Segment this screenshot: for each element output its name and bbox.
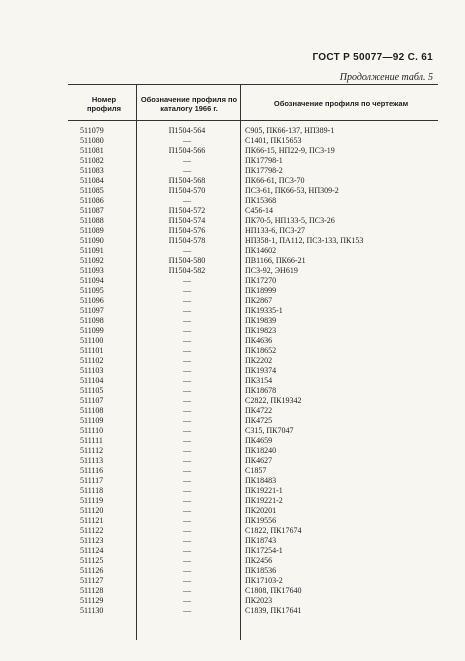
profile-number-cell: 511113: [80, 456, 104, 465]
table-row: [68, 346, 438, 356]
profile-number-cell: 511098: [80, 316, 104, 325]
table-row: [68, 266, 438, 276]
table-row: [68, 246, 438, 256]
catalog-designation-cell: П1504-576: [168, 226, 206, 235]
catalog-designation-cell: —: [183, 436, 191, 445]
catalog-designation-cell: —: [183, 506, 191, 515]
catalog-designation-cell: —: [183, 426, 191, 435]
drawing-designation-cell: ПК18999: [245, 286, 277, 295]
profile-number-cell: 511092: [80, 256, 104, 265]
profile-number-cell: 511088: [80, 216, 104, 225]
catalog-designation-cell: П1504-578: [168, 236, 206, 245]
table-row: [68, 436, 438, 446]
catalog-designation-cell: —: [183, 526, 191, 535]
profile-number-cell: 511083: [80, 166, 104, 175]
catalog-designation-cell: П1504-566: [168, 146, 206, 155]
profile-number-cell: 511102: [80, 356, 104, 365]
table-row: [68, 566, 438, 576]
profile-number-cell: 511126: [80, 566, 104, 575]
table-row: [68, 536, 438, 546]
table-top-rule: [68, 84, 438, 85]
drawing-designation-cell: ПК19374: [245, 366, 277, 375]
drawing-designation-cell: ПК4636: [245, 336, 273, 345]
profile-number-cell: 511129: [80, 596, 104, 605]
catalog-designation-cell: —: [183, 166, 191, 175]
drawing-designation-cell: С1401, ПК15653: [245, 136, 302, 145]
table-row: [68, 326, 438, 336]
table-row: [68, 236, 438, 246]
drawing-designation-cell: ПК17103-2: [245, 576, 283, 585]
drawing-designation-cell: ПС3-92, ЭН619: [245, 266, 298, 275]
drawing-designation-cell: ПС3-61, ПК66-53, НП309-2: [245, 186, 339, 195]
catalog-designation-cell: —: [183, 486, 191, 495]
drawing-designation-cell: ПК17798-2: [245, 166, 283, 175]
profile-number-cell: 511096: [80, 296, 104, 305]
drawing-designation-cell: ПВ1166, ПК66-21: [245, 256, 306, 265]
catalog-designation-cell: —: [183, 316, 191, 325]
table-row: [68, 416, 438, 426]
drawing-designation-cell: ПК19839: [245, 316, 277, 325]
profile-number-cell: 511090: [80, 236, 104, 245]
catalog-designation-cell: —: [183, 276, 191, 285]
profile-number-cell: 511109: [80, 416, 104, 425]
catalog-designation-cell: —: [183, 396, 191, 405]
table-row: [68, 556, 438, 566]
profile-number-cell: 511119: [80, 496, 104, 505]
table-row: [68, 486, 438, 496]
table-header-rule: [68, 120, 438, 121]
profile-number-cell: 511080: [80, 136, 104, 145]
catalog-designation-cell: —: [183, 136, 191, 145]
drawing-designation-cell: ПК66-61, ПС3-70: [245, 176, 305, 185]
profile-number-cell: 511118: [80, 486, 104, 495]
profile-number-cell: 511093: [80, 266, 104, 275]
drawing-designation-cell: ПК3154: [245, 376, 273, 385]
table-row: [68, 456, 438, 466]
drawing-designation-cell: ПК17254-1: [245, 546, 283, 555]
table-row: [68, 126, 438, 136]
drawing-designation-cell: ПК4627: [245, 456, 273, 465]
catalog-designation-cell: —: [183, 326, 191, 335]
profile-number-cell: 511123: [80, 536, 104, 545]
profile-number-cell: 511121: [80, 516, 104, 525]
profile-number-cell: 511108: [80, 406, 104, 415]
table-row: [68, 576, 438, 586]
profile-number-cell: 511085: [80, 186, 104, 195]
table-row: [68, 226, 438, 236]
catalog-designation-cell: П1504-572: [168, 206, 206, 215]
table-body: [68, 126, 438, 616]
profile-number-cell: 511122: [80, 526, 104, 535]
catalog-designation-cell: —: [183, 386, 191, 395]
table-row: [68, 476, 438, 486]
catalog-designation-cell: —: [183, 346, 191, 355]
drawing-designation-cell: С456-14: [245, 206, 273, 215]
table-row: [68, 376, 438, 386]
catalog-designation-cell: —: [183, 536, 191, 545]
table-row: [68, 166, 438, 176]
catalog-designation-cell: П1504-574: [168, 216, 206, 225]
catalog-designation-cell: —: [183, 566, 191, 575]
table-row: [68, 276, 438, 286]
header-drawing-designation: Обозначение профиля по чертежам: [273, 99, 409, 108]
catalog-designation-cell: —: [183, 336, 191, 345]
table-row: [68, 296, 438, 306]
drawing-designation-cell: С2822, ПК19342: [245, 396, 302, 405]
page-header: ГОСТ Р 50077—92 С. 61: [312, 52, 433, 63]
profile-number-cell: 511112: [80, 446, 104, 455]
drawing-designation-cell: ПК2202: [245, 356, 273, 365]
drawing-designation-cell: ПК19556: [245, 516, 277, 525]
table-row: [68, 156, 438, 166]
drawing-designation-cell: С905, ПК66-137, НП389-1: [245, 126, 335, 135]
profile-number-cell: 511103: [80, 366, 104, 375]
profile-number-cell: 511130: [80, 606, 104, 615]
table-row: [68, 146, 438, 156]
profile-number-cell: 511094: [80, 276, 104, 285]
catalog-designation-cell: —: [183, 476, 191, 485]
table-row: [68, 186, 438, 196]
drawing-designation-cell: ПК2023: [245, 596, 273, 605]
table-row: [68, 526, 438, 536]
drawing-designation-cell: ПК19221-2: [245, 496, 283, 505]
table-row: [68, 496, 438, 506]
drawing-designation-cell: ПК17798-1: [245, 156, 283, 165]
table-row: [68, 596, 438, 606]
table-row: [68, 586, 438, 596]
table-row: [68, 386, 438, 396]
catalog-designation-cell: —: [183, 496, 191, 505]
table-row: [68, 206, 438, 216]
drawing-designation-cell: ПК19221-1: [245, 486, 283, 495]
table-row: [68, 446, 438, 456]
catalog-designation-cell: —: [183, 576, 191, 585]
catalog-designation-cell: —: [183, 446, 191, 455]
profile-number-cell: 511091: [80, 246, 104, 255]
drawing-designation-cell: ПК17270: [245, 276, 277, 285]
table-row: [68, 426, 438, 436]
table-row: [68, 406, 438, 416]
table-row: [68, 606, 438, 616]
catalog-designation-cell: —: [183, 306, 191, 315]
catalog-designation-cell: —: [183, 286, 191, 295]
catalog-designation-cell: —: [183, 246, 191, 255]
drawing-designation-cell: ПК2867: [245, 296, 273, 305]
drawing-designation-cell: С1857: [245, 466, 267, 475]
drawing-designation-cell: ПК19823: [245, 326, 277, 335]
catalog-designation-cell: —: [183, 406, 191, 415]
table-row: [68, 176, 438, 186]
table-row: [68, 366, 438, 376]
profile-number-cell: 511117: [80, 476, 104, 485]
catalog-designation-cell: —: [183, 156, 191, 165]
table-row: [68, 516, 438, 526]
profile-number-cell: 511120: [80, 506, 104, 515]
catalog-designation-cell: П1504-568: [168, 176, 206, 185]
drawing-designation-cell: ПК4725: [245, 416, 273, 425]
catalog-designation-cell: —: [183, 516, 191, 525]
catalog-designation-cell: —: [183, 376, 191, 385]
profile-number-cell: 511086: [80, 196, 104, 205]
profile-number-cell: 511081: [80, 146, 104, 155]
profile-number-cell: 511087: [80, 206, 104, 215]
profile-number-cell: 511116: [80, 466, 104, 475]
drawing-designation-cell: ПК66-15, НП22-9, ПС3-19: [245, 146, 335, 155]
drawing-designation-cell: ПК15368: [245, 196, 277, 205]
profile-number-cell: 511111: [80, 436, 103, 445]
catalog-designation-cell: —: [183, 366, 191, 375]
table-row: [68, 196, 438, 206]
profile-number-cell: 511089: [80, 226, 104, 235]
profile-number-cell: 511128: [80, 586, 104, 595]
drawing-designation-cell: С315, ПК7047: [245, 426, 294, 435]
profile-number-cell: 511107: [80, 396, 104, 405]
catalog-designation-cell: —: [183, 596, 191, 605]
catalog-designation-cell: —: [183, 416, 191, 425]
catalog-designation-cell: П1504-564: [168, 126, 206, 135]
drawing-designation-cell: ПК18652: [245, 346, 277, 355]
table-row: [68, 356, 438, 366]
profile-number-cell: 511125: [80, 556, 104, 565]
drawing-designation-cell: ПК4659: [245, 436, 273, 445]
profile-number-cell: 511084: [80, 176, 104, 185]
table-row: [68, 256, 438, 266]
drawing-designation-cell: С1808, ПК17640: [245, 586, 302, 595]
profile-number-cell: 511082: [80, 156, 104, 165]
drawing-designation-cell: С1822, ПК17674: [245, 526, 302, 535]
catalog-designation-cell: —: [183, 356, 191, 365]
drawing-designation-cell: НП133-6, ПС3-27: [245, 226, 305, 235]
catalog-designation-cell: —: [183, 196, 191, 205]
table-row: [68, 506, 438, 516]
profile-number-cell: 511100: [80, 336, 104, 345]
drawing-designation-cell: ПК4722: [245, 406, 273, 415]
table-continuation-caption: Продолжение табл. 5: [339, 72, 433, 83]
table-row: [68, 316, 438, 326]
profile-number-cell: 511097: [80, 306, 104, 315]
profile-number-cell: 511124: [80, 546, 104, 555]
table-row: [68, 466, 438, 476]
profile-number-cell: 511105: [80, 386, 104, 395]
profile-number-cell: 511104: [80, 376, 104, 385]
catalog-designation-cell: —: [183, 456, 191, 465]
table-row: [68, 336, 438, 346]
catalog-designation-cell: П1504-582: [168, 266, 206, 275]
catalog-designation-cell: П1504-570: [168, 186, 206, 195]
table-row: [68, 396, 438, 406]
catalog-designation-cell: П1504-580: [168, 256, 206, 265]
profile-number-cell: 511099: [80, 326, 104, 335]
profile-number-cell: 511110: [80, 426, 104, 435]
catalog-designation-cell: —: [183, 586, 191, 595]
table-row: [68, 136, 438, 146]
header-profile-number: Номер профиля: [86, 95, 121, 113]
catalog-designation-cell: —: [183, 606, 191, 615]
table-row: [68, 306, 438, 316]
drawing-designation-cell: ПК18240: [245, 446, 277, 455]
profile-number-cell: 511127: [80, 576, 104, 585]
header-catalog-designation: Обозначение профиля по каталогу 1966 г.: [140, 95, 238, 113]
drawing-designation-cell: ПК18536: [245, 566, 277, 575]
catalog-designation-cell: —: [183, 466, 191, 475]
profile-number-cell: 511079: [80, 126, 104, 135]
catalog-designation-cell: —: [183, 296, 191, 305]
profile-table: [68, 84, 438, 640]
drawing-designation-cell: ПК18483: [245, 476, 277, 485]
table-row: [68, 216, 438, 226]
table-row: [68, 546, 438, 556]
drawing-designation-cell: ПК19335-1: [245, 306, 283, 315]
table-row: [68, 286, 438, 296]
catalog-designation-cell: —: [183, 546, 191, 555]
drawing-designation-cell: ПК18678: [245, 386, 277, 395]
drawing-designation-cell: НП358-1, ПА112, ПС3-133, ПК153: [245, 236, 364, 245]
drawing-designation-cell: С1839, ПК17641: [245, 606, 302, 615]
drawing-designation-cell: ПК70-5, НП133-5, ПС3-26: [245, 216, 335, 225]
drawing-designation-cell: ПК18743: [245, 536, 277, 545]
catalog-designation-cell: —: [183, 556, 191, 565]
drawing-designation-cell: ПК2456: [245, 556, 273, 565]
drawing-designation-cell: ПК20201: [245, 506, 277, 515]
profile-number-cell: 511101: [80, 346, 104, 355]
profile-number-cell: 511095: [80, 286, 104, 295]
drawing-designation-cell: ПК14602: [245, 246, 277, 255]
